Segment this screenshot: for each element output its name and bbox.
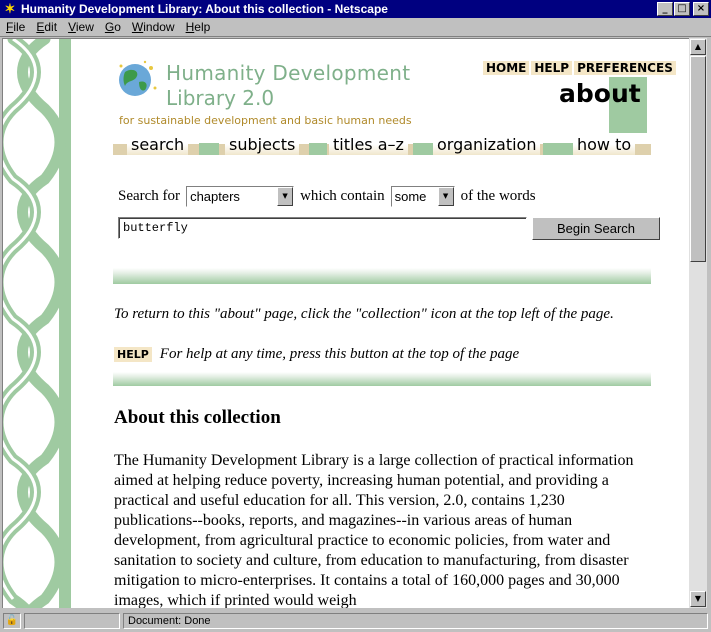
window-title: Humanity Development Library: About this collection - Netscape	[21, 2, 388, 16]
search-suffix: of the words	[460, 188, 536, 204]
scroll-down-icon[interactable]: ▼	[690, 591, 706, 607]
help-row	[114, 346, 519, 363]
vertical-scrollbar[interactable]	[689, 38, 707, 608]
page-title: about	[559, 79, 641, 108]
title-bar	[0, 0, 711, 18]
nav-titles[interactable]: titles a–z	[329, 137, 408, 155]
help-link[interactable]: HELP	[531, 61, 572, 75]
chevron-down-icon: ▼	[438, 187, 454, 206]
mode-select[interactable]	[391, 186, 455, 207]
scope-value: chapters	[190, 189, 240, 204]
scroll-thumb[interactable]	[690, 56, 706, 262]
search-middle: which contain	[300, 188, 385, 204]
menu-help[interactable]: Help	[185, 20, 211, 34]
help-button[interactable]: HELP	[114, 347, 152, 362]
about-heading: About this collection	[114, 407, 281, 428]
nav-subjects[interactable]: subjects	[225, 137, 299, 155]
netscape-icon: ✶	[4, 1, 16, 16]
preferences-link[interactable]: PREFERENCES	[574, 61, 676, 75]
menu-window[interactable]: Window	[131, 20, 175, 34]
menu-view[interactable]: View	[68, 20, 94, 34]
scroll-up-icon[interactable]: ▲	[690, 39, 706, 55]
logo-title-line1: Humanity Development	[166, 61, 411, 85]
help-text: For help at any time, press this button at the top of the page	[159, 346, 520, 362]
status-bar	[0, 610, 711, 632]
search-prefix: Search for	[118, 188, 181, 204]
minimize-button[interactable]: _	[657, 2, 673, 16]
menu-file[interactable]: File	[6, 20, 26, 34]
nav-organization[interactable]: organization	[433, 137, 540, 155]
status-text: Document: Done	[123, 613, 708, 629]
library-logo[interactable]	[115, 54, 425, 134]
about-body: The Humanity Development Library is a large collection of practical information aimed at helping reduce poverty, increasing human potential, and providing a practical and useful education for all. This version, 2.0, contains 1,230 publications--books, reports, and magazines--in various areas of human development, from agricultural practice to economic policies, from water and sanitation to society and culture, from education to manufacturing, from disaster mitigation to micro-enterprises. It contains a total of 160,000 pages and 30,000 images, which if printed would weigh	[114, 452, 634, 608]
search-input[interactable]: butterfly	[118, 217, 527, 239]
page-content	[2, 38, 689, 608]
divider-bar	[113, 372, 651, 386]
logo-tagline: for sustainable development and basic human needs	[119, 114, 412, 127]
menu-edit[interactable]: Edit	[36, 20, 58, 34]
top-links	[483, 61, 678, 75]
close-button[interactable]: ×	[693, 2, 709, 16]
divider-bar	[113, 268, 651, 284]
search-row	[118, 186, 536, 207]
mode-value: some	[394, 189, 427, 204]
nav-search[interactable]: search	[127, 137, 188, 155]
return-hint: To return to this "about" page, click the "collection" icon at the top left of the page.	[114, 306, 614, 322]
braid-decoration	[3, 39, 71, 608]
nav-bar	[113, 137, 651, 155]
maximize-button[interactable]: □	[674, 2, 690, 16]
progress-bar	[24, 613, 120, 629]
menu-bar	[0, 18, 711, 37]
chevron-down-icon: ▼	[277, 187, 293, 206]
home-link[interactable]: HOME	[483, 61, 529, 75]
scope-select[interactable]	[186, 186, 294, 207]
globe-icon	[115, 58, 159, 102]
security-lock-icon[interactable]: 🔓	[3, 613, 21, 629]
logo-title-line2: Library 2.0	[166, 86, 275, 110]
begin-search-button[interactable]: Begin Search	[532, 217, 660, 240]
menu-go[interactable]: Go	[104, 20, 121, 34]
nav-howto[interactable]: how to	[573, 137, 635, 155]
